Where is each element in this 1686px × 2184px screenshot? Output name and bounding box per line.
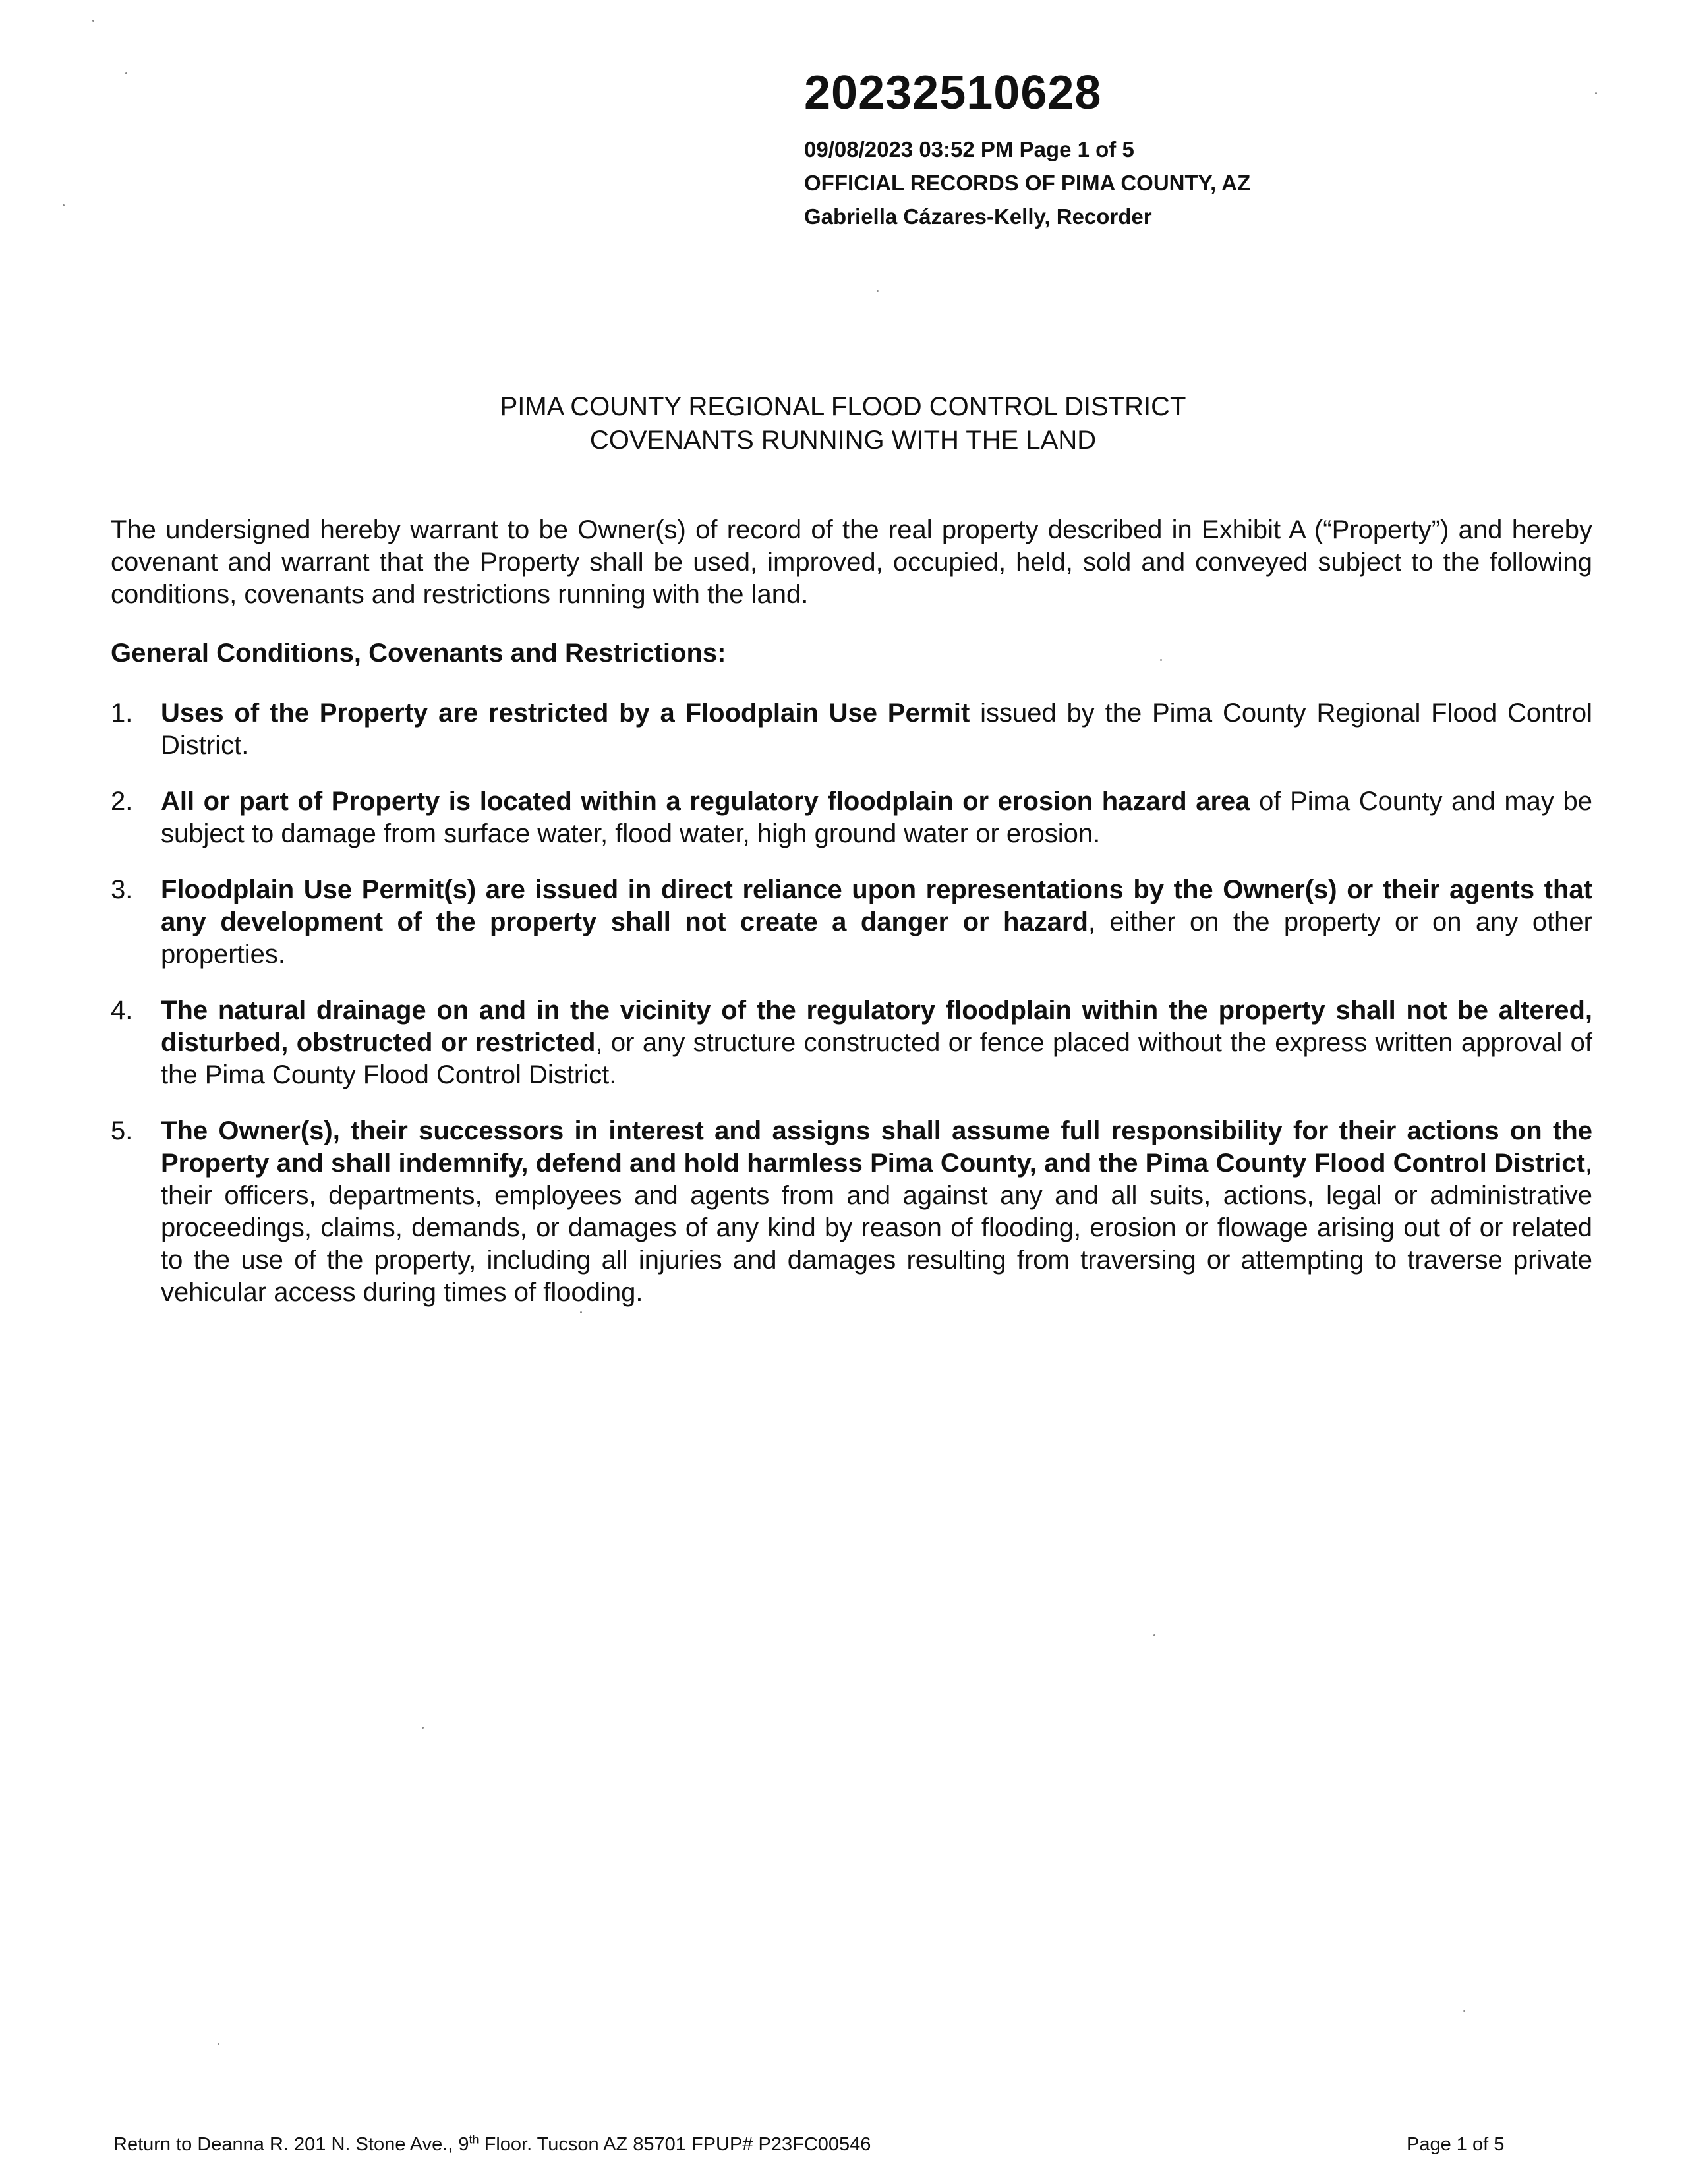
- scan-speck: [63, 204, 65, 206]
- item-text: issued by the Pima County Regional Flood Control District.: [161, 699, 1592, 760]
- recording-datetime-page: 09/08/2023 03:52 PM Page 1 of 5: [804, 137, 1134, 161]
- document-body: [111, 514, 1592, 1333]
- covenant-item: [111, 874, 1592, 971]
- item-number: 4.: [111, 996, 133, 1025]
- document-title: [0, 390, 1686, 457]
- scan-speck: [1160, 659, 1162, 661]
- item-number: 2.: [111, 787, 133, 816]
- title-line-1: PIMA COUNTY REGIONAL FLOOD CONTROL DISTRICT: [500, 392, 1186, 421]
- intro-paragraph: The undersigned hereby warrant to be Owner(s) of record of the real property described in Exhibit A (“Property”) and hereby covenant and warrant that the Property shall be used, improved, occupied, held, sold and conveyed subject to the following conditions, covenants and restrictions running with the land.: [111, 515, 1592, 609]
- covenant-item: [111, 786, 1592, 850]
- item-bold-text: Uses of the Property are restricted by a Floodplain Use Permit: [161, 699, 970, 728]
- scan-speck: [1463, 2010, 1465, 2012]
- item-text: , or any structure constructed or fence placed without the express written approval of the Pima County Flood Control District.: [161, 1028, 1592, 1089]
- covenant-item: [111, 697, 1592, 762]
- item-bold-text: The natural drainage on and in the vicinity of the regulatory floodplain within the property shall not be altered, disturbed, obstructed or restricted: [161, 996, 1592, 1057]
- scan-speck: [422, 1727, 424, 1729]
- scan-speck: [92, 20, 94, 22]
- footer-superscript: th: [469, 2133, 479, 2146]
- item-text: , their officers, departments, employees and agents from and against any and all suits, actions, legal or administrative proceedings, claims, demands, or damages of any kind by reason of flooding, erosion or flowage arising out of or related to the use of the property, including all injuries and damages resulting from traversing or attempting to traverse private vehicular access during times of flooding.: [161, 1149, 1592, 1307]
- footer-return-address: [113, 2134, 871, 2156]
- item-number: 5.: [111, 1116, 133, 1145]
- scan-speck: [125, 72, 127, 74]
- recording-number: 20232510628: [804, 67, 1102, 119]
- covenant-item: [111, 994, 1592, 1091]
- covenant-item: [111, 1115, 1592, 1309]
- scan-speck: [580, 1311, 582, 1313]
- footer-address-rest: Floor. Tucson AZ 85701 FPUP# P23FC00546: [479, 2134, 871, 2155]
- item-bold-text: The Owner(s), their successors in interest and assigns shall assume full responsibility for their actions on the Property and shall indemnify, defend and hold harmless Pima County, and the Pima County Flood Control District: [161, 1116, 1592, 1178]
- scan-speck: [218, 2043, 219, 2045]
- item-number: 3.: [111, 875, 133, 904]
- scan-speck: [877, 290, 879, 292]
- section-heading: General Conditions, Covenants and Restrictions:: [111, 639, 726, 668]
- title-line-2: COVENANTS RUNNING WITH THE LAND: [589, 426, 1097, 455]
- item-bold-text: Floodplain Use Permit(s) are issued in direct reliance upon representations by the Owner(s) or their agents that any development of the property shall not create a danger or hazard: [161, 875, 1592, 936]
- item-text: , either on the property or on any other properties.: [161, 907, 1592, 969]
- scan-speck: [1153, 1634, 1155, 1636]
- scan-speck: [1595, 92, 1597, 94]
- covenant-list: [111, 697, 1592, 1309]
- recording-stamp: [804, 69, 1250, 233]
- item-number: 1.: [111, 699, 133, 728]
- recording-office: OFFICIAL RECORDS OF PIMA COUNTY, AZ: [804, 171, 1251, 195]
- footer-address-part: Return to Deanna R. 201 N. Stone Ave., 9: [113, 2134, 469, 2155]
- recording-recorder: Gabriella Cázares-Kelly, Recorder: [804, 204, 1152, 229]
- item-text: of Pima County and may be subject to damage from surface water, flood water, high ground water or erosion.: [161, 787, 1592, 848]
- item-bold-text: All or part of Property is located within a regulatory floodplain or erosion hazard area: [161, 787, 1250, 816]
- footer-page-number: Page 1 of 5: [1407, 2134, 1505, 2155]
